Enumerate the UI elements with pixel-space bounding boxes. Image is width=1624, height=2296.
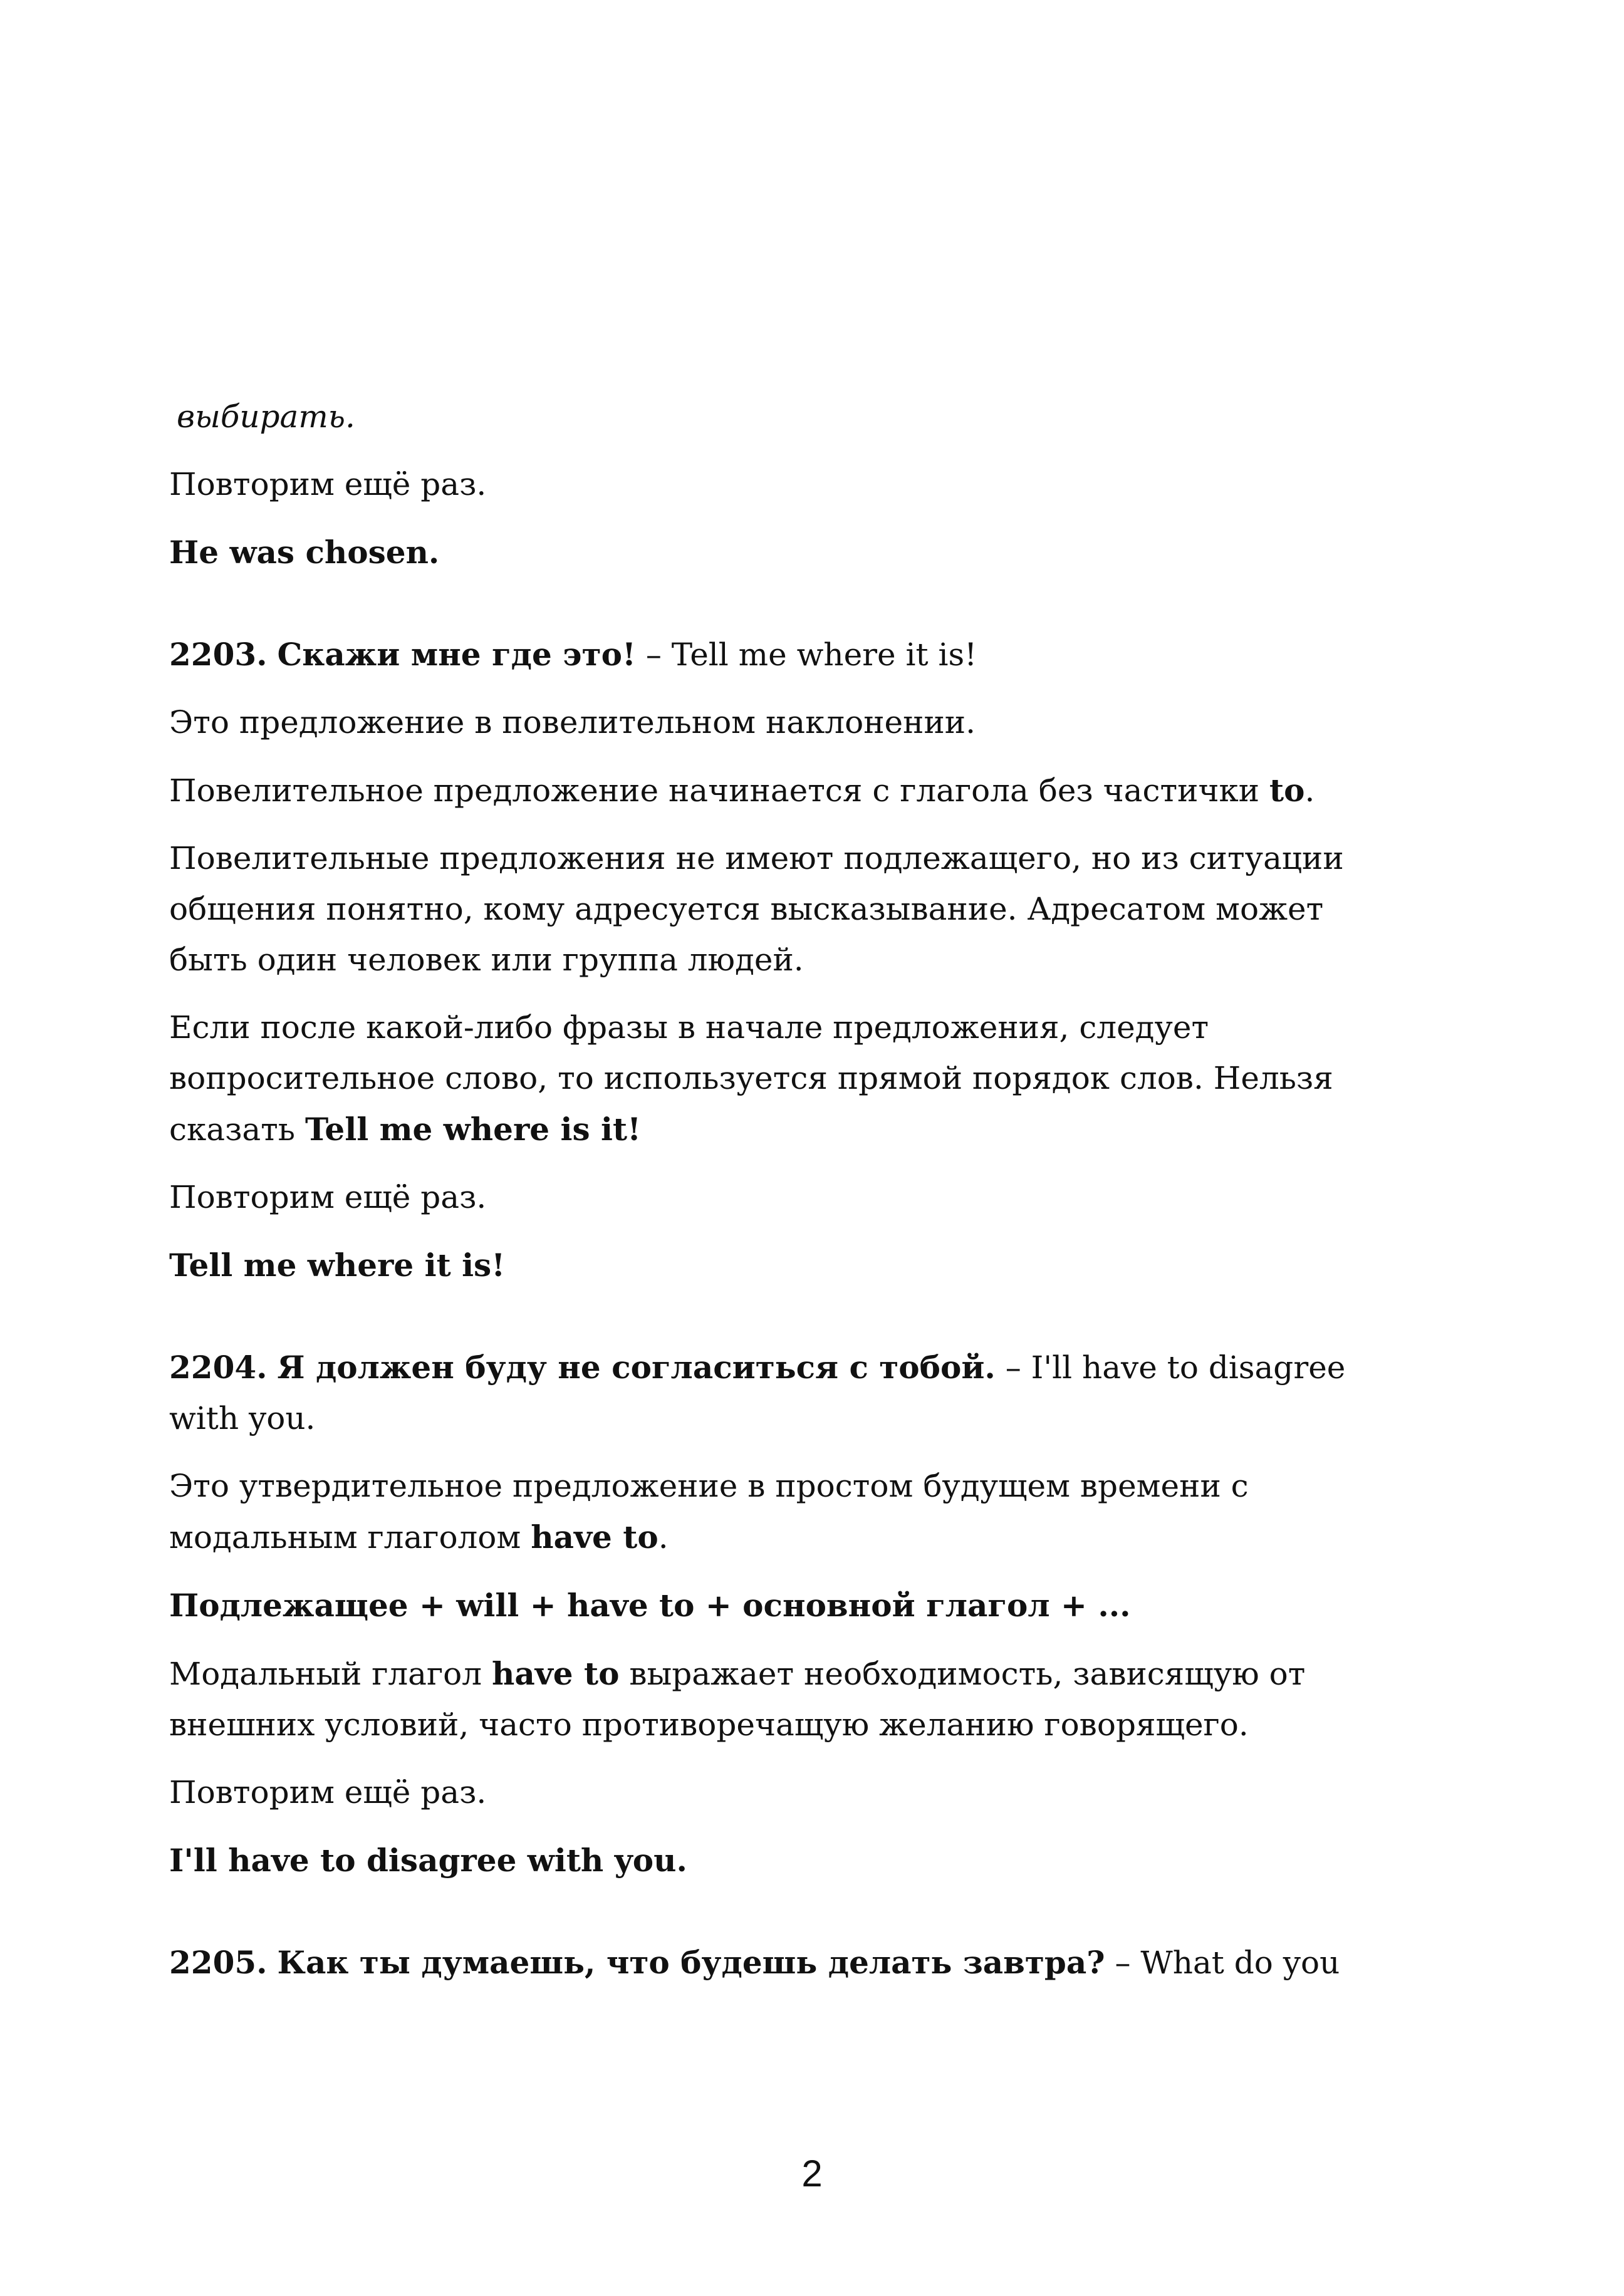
- answer-line: [169, 1240, 1385, 1291]
- exercise-question-ru: Скажи мне где это!: [277, 636, 636, 673]
- page-content: [169, 392, 1385, 2005]
- explanation-bold: have to: [531, 1519, 658, 1556]
- page-number: 2: [801, 2153, 823, 2195]
- explanation-paragraph: [169, 765, 1385, 816]
- explanation-text-end: .: [658, 1519, 669, 1556]
- repeat-label: [169, 1767, 1385, 1818]
- explanation-paragraph: [169, 1461, 1385, 1563]
- explanation-paragraph: [169, 1648, 1385, 1750]
- answer-text: He was chosen.: [169, 534, 440, 571]
- repeat-label-text: Повторим ещё раз.: [169, 1179, 487, 1215]
- answer-text: I'll have to disagree with you.: [169, 1842, 687, 1879]
- explanation-bold: to: [1269, 772, 1305, 809]
- answer-line: [169, 527, 1385, 578]
- exercise-number: 2203.: [169, 636, 268, 673]
- exercise-dash: –: [1115, 1945, 1131, 1981]
- exercise-heading-2204: [169, 1342, 1385, 1444]
- explanation-text: Модальный глагол: [169, 1656, 482, 1692]
- exercise-heading-2205: [169, 1937, 1385, 1988]
- explanation-bold: have to: [491, 1655, 620, 1692]
- exercise-heading-2203: [169, 629, 1385, 680]
- explanation-paragraph: [169, 697, 1385, 748]
- grammar-formula: [169, 1580, 1385, 1631]
- explanation-text-end: выражает необходимость, зависящую от внешних условий, часто противоречащую желанию говорящего.: [169, 1656, 1306, 1743]
- explanation-text: Повелительные предложения не имеют подлежащего, но из ситуации общения понятно, кому адресуется высказывание. Адресатом может быть один человек или группа людей.: [169, 840, 1344, 978]
- repeat-label-text: Повторим ещё раз.: [169, 466, 487, 502]
- explanation-text: Это утвердительное предложение в простом будущем времени с модальным глаголом: [169, 1468, 1249, 1556]
- repeat-label: [169, 1172, 1385, 1223]
- exercise-answer-en: I'll have to disagree with you.: [169, 1349, 1346, 1436]
- explanation-text: Это предложение в повелительном наклонении.: [169, 704, 976, 740]
- exercise-question-ru: Я должен буду не согласиться с тобой.: [277, 1349, 996, 1386]
- explanation-text-end: .: [1304, 772, 1315, 809]
- repeat-label-text: Повторим ещё раз.: [169, 1774, 487, 1810]
- exercise-answer-en: What do you: [1140, 1945, 1340, 1981]
- explanation-text: Повелительное предложение начинается с глагола без частички: [169, 772, 1260, 809]
- explanation-paragraph: [169, 833, 1385, 985]
- repeat-label: [169, 459, 1385, 510]
- explanation-bold: Tell me where is it!: [304, 1111, 642, 1148]
- formula-text: Подлежащее + will + have to + основной глагол + ...: [169, 1587, 1131, 1624]
- answer-text: Tell me where it is!: [169, 1247, 506, 1284]
- explanation-paragraph: [169, 1002, 1385, 1155]
- answer-line: [169, 1835, 1385, 1886]
- explanation-text: Если после какой-либо фразы в начале предложения, следует вопросительное слово, то используется прямой порядок слов. Нельзя сказать: [169, 1009, 1333, 1148]
- exercise-question-ru: Как ты думаешь, что будешь делать завтра?: [277, 1944, 1105, 1981]
- exercise-dash: –: [645, 636, 662, 673]
- exercise-dash: –: [1005, 1349, 1021, 1386]
- exercise-number: 2204.: [169, 1349, 268, 1386]
- exercise-answer-en: Tell me where it is!: [671, 636, 977, 673]
- italic-word: выбирать.: [177, 398, 355, 435]
- exercise-number: 2205.: [169, 1944, 268, 1981]
- italic-continuation: [169, 392, 1385, 442]
